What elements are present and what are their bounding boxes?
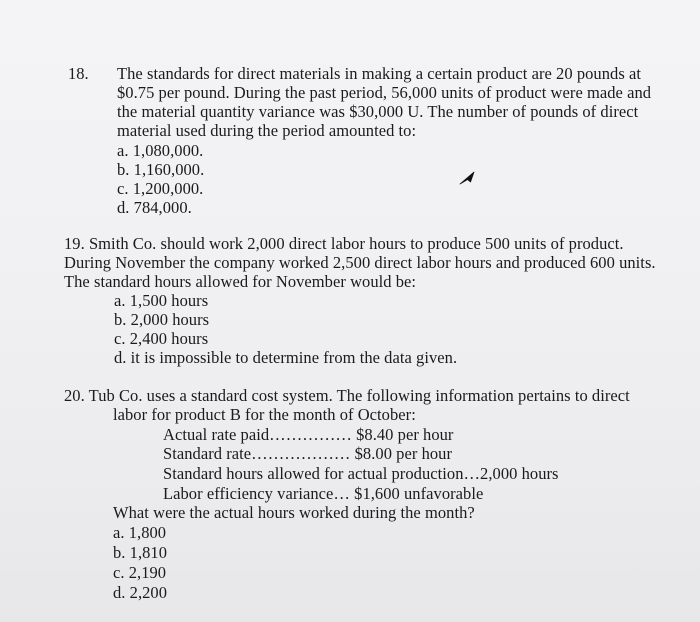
q19-option-b: b. 2,000 hours <box>114 310 210 329</box>
q18-option-b: b. 1,160,000. <box>117 160 205 179</box>
q18-option-c: c. 1,200,000. <box>117 179 204 198</box>
q19-text-line-1: 19. Smith Co. should work 2,000 direct labor hours to produce 500 units of product. <box>64 234 624 253</box>
q20-option-b: b. 1,810 <box>113 543 168 562</box>
q20-data-standard-rate: Standard rate……………… $8.00 per hour <box>163 444 453 463</box>
q19-option-c: c. 2,400 hours <box>114 329 209 348</box>
q19-text-line-2: During November the company worked 2,500 direct labor hours and produced 600 units. <box>64 253 656 272</box>
q18-number: 18. <box>68 64 89 83</box>
q18-text-line-2: $0.75 per pound. During the past period, 56,000 units of product were made and <box>117 83 652 102</box>
q18-text-line-4: material used during the period amounted to: <box>117 121 417 140</box>
q19-text-line-3: The standard hours allowed for November would be: <box>64 272 417 291</box>
q20-option-d: d. 2,200 <box>113 583 168 602</box>
q18-text-line-3: the material quantity variance was $30,000 U. The number of pounds of direct <box>117 102 639 121</box>
q18-option-d: d. 784,000. <box>117 198 192 217</box>
q19-option-d: d. it is impossible to determine from the data given. <box>114 348 458 367</box>
q20-data-efficiency-variance: Labor efficiency variance… $1,600 unfavorable <box>163 484 484 503</box>
q20-data-actual-rate: Actual rate paid…………… $8.40 per hour <box>163 425 454 444</box>
q20-option-c: c. 2,190 <box>113 563 167 582</box>
q20-data-standard-hours: Standard hours allowed for actual production…2,000 hours <box>163 464 559 483</box>
q19-option-a: a. 1,500 hours <box>114 291 209 310</box>
q20-text-line-2: labor for product B for the month of October: <box>113 405 416 424</box>
q18-option-a: a. 1,080,000. <box>117 141 204 160</box>
mouse-pointer-icon <box>458 169 476 187</box>
q20-question: What were the actual hours worked during the month? <box>113 503 475 522</box>
q18-text-line-1: The standards for direct materials in making a certain product are 20 pounds at <box>117 64 641 83</box>
q20-option-a: a. 1,800 <box>113 523 167 542</box>
q20-text-line-1: 20. Tub Co. uses a standard cost system. The following information pertains to direct <box>64 386 630 405</box>
